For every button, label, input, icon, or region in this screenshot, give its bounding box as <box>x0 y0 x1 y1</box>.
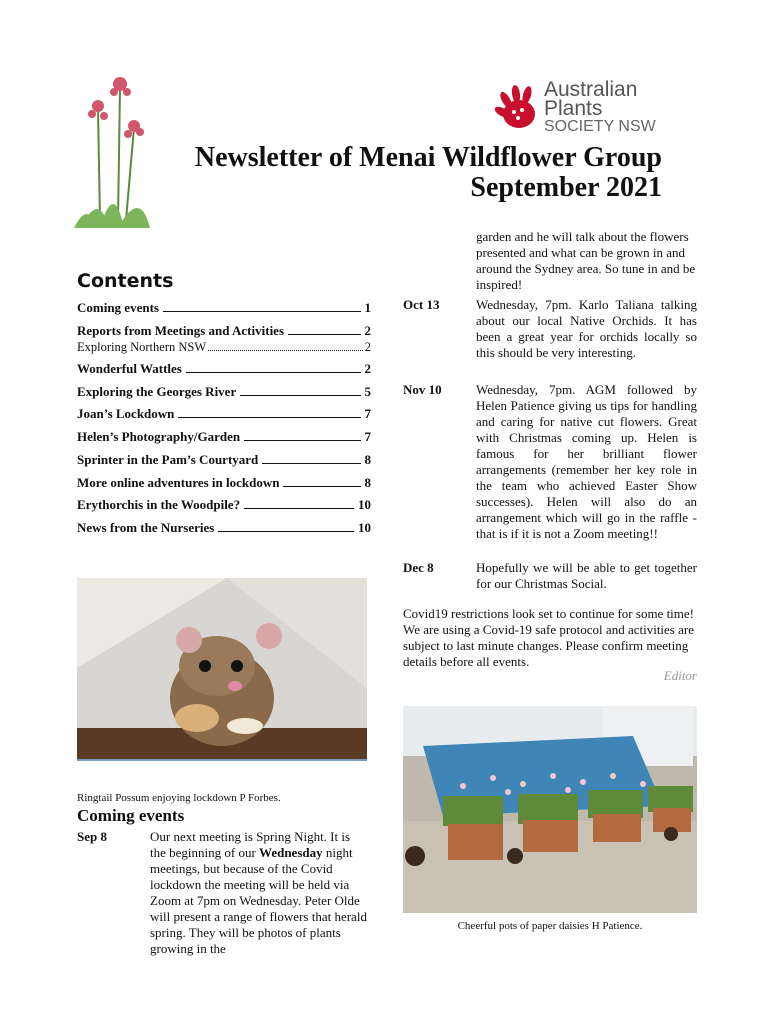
toc-label: Joan’s Lockdown <box>77 406 175 421</box>
kangaroo-paw-illustration <box>70 70 160 230</box>
toc-page: 7 <box>364 429 371 444</box>
text-part: night meetings, but because of the Covid lockdown the meeting will be held via Zoom at 7pm on Wednesday. Peter Olde will present a range of flowers that herald spring. They will be photos of plants growing in the <box>150 845 367 956</box>
toc-page: 5 <box>364 384 371 399</box>
toc-page: 2 <box>364 340 371 354</box>
toc-page: 8 <box>364 452 371 467</box>
toc-item[interactable] <box>77 497 371 513</box>
toc-page: 2 <box>364 323 371 338</box>
photo-border <box>77 759 367 761</box>
toc-page: 10 <box>358 497 371 512</box>
event-date: Oct 13 <box>403 297 440 312</box>
logo-line2: Plants <box>544 97 603 120</box>
contents-heading: Contents <box>77 270 174 292</box>
coming-events-heading: Coming events <box>77 806 185 825</box>
text-part: Our next meeting is Spring Night. It is the beginning of our <box>150 829 351 860</box>
toc-label: News from the Nurseries <box>77 520 215 535</box>
toc-page: 1 <box>364 300 371 315</box>
toc-label: Exploring Northern NSW <box>77 340 207 354</box>
possum-caption: Ringtail Possum enjoying lockdown P Forbes. <box>77 792 281 804</box>
toc-item[interactable] <box>77 300 371 316</box>
toc-item[interactable] <box>77 429 371 445</box>
text-bold: Wednesday <box>259 845 323 860</box>
toc-label: Erythorchis in the Woodpile? <box>77 497 241 512</box>
toc-item[interactable] <box>77 452 371 468</box>
toc-page: 8 <box>364 475 371 490</box>
toc-item[interactable] <box>77 323 371 339</box>
toc-label: More online adventures in lockdown <box>77 475 280 490</box>
toc-label: Sprinter in the Pam’s Courtyard <box>77 452 259 467</box>
toc-label: Wonderful Wattles <box>77 361 182 376</box>
waratah-logo-icon <box>494 84 544 134</box>
toc-label: Exploring the Georges River <box>77 384 237 399</box>
toc-item[interactable] <box>77 475 371 491</box>
event-date: Dec 8 <box>403 560 434 575</box>
newsletter-title: Newsletter of Menai Wildflower Group <box>194 142 662 173</box>
toc-label: Helen’s Photography/Garden <box>77 429 241 444</box>
toc-subitem[interactable] <box>77 340 371 355</box>
event-text: Wednesday, 7pm. Karlo Taliana talking about our local Native Orchids. It has been a great year for orchids locally so this should be very interesting. <box>476 297 697 360</box>
event-date: Sep 8 <box>77 829 107 844</box>
toc-item[interactable] <box>77 406 371 422</box>
event-text: Hopefully we will be able to get together for our Christmas Social. <box>476 560 697 591</box>
pool-caption: Cheerful pots of paper daisies H Patience. <box>457 920 643 932</box>
continued-paragraph: garden and he will talk about the flowers presented and what can be grown in and around the Sydney area. So tune in and be inspired! <box>476 229 696 292</box>
toc-page: 2 <box>364 361 371 376</box>
logo-line1: Australian <box>544 78 638 101</box>
toc-label: Coming events <box>77 300 159 315</box>
possum-photo <box>77 578 367 761</box>
paper-daisies-photo <box>403 706 697 913</box>
toc-label: Reports from Meetings and Activities <box>77 323 285 338</box>
toc-item[interactable] <box>77 520 371 536</box>
aps-nsw-logo <box>494 78 664 136</box>
logo-line3: SOCIETY NSW <box>544 118 656 135</box>
toc-page: 10 <box>358 520 371 535</box>
toc-item[interactable] <box>77 361 371 377</box>
coming-events-text <box>150 829 368 957</box>
toc-item[interactable] <box>77 384 371 400</box>
toc-page: 7 <box>364 406 371 421</box>
covid-note: Covid19 restrictions look set to continue for some time! We are using a Covid-19 safe protocol and activities are subject to last minute changes. Please confirm meeting details before all events. <box>403 606 695 669</box>
newsletter-date: September 2021 <box>470 172 662 203</box>
event-date: Nov 10 <box>403 382 442 397</box>
event-text: Wednesday, 7pm. AGM followed by Helen Patience giving us tips for handling and caring for native cut flowers. Great with Christmas coming up. Helen is famous for her brilliant flower arrangements (remember her key role in the team who achieved Easter Show successes). Helen will also do an arrangement which will go in the raffle - that is if it is not a Zoom meeting!! <box>476 382 697 541</box>
editor-signature: Editor <box>663 668 697 683</box>
